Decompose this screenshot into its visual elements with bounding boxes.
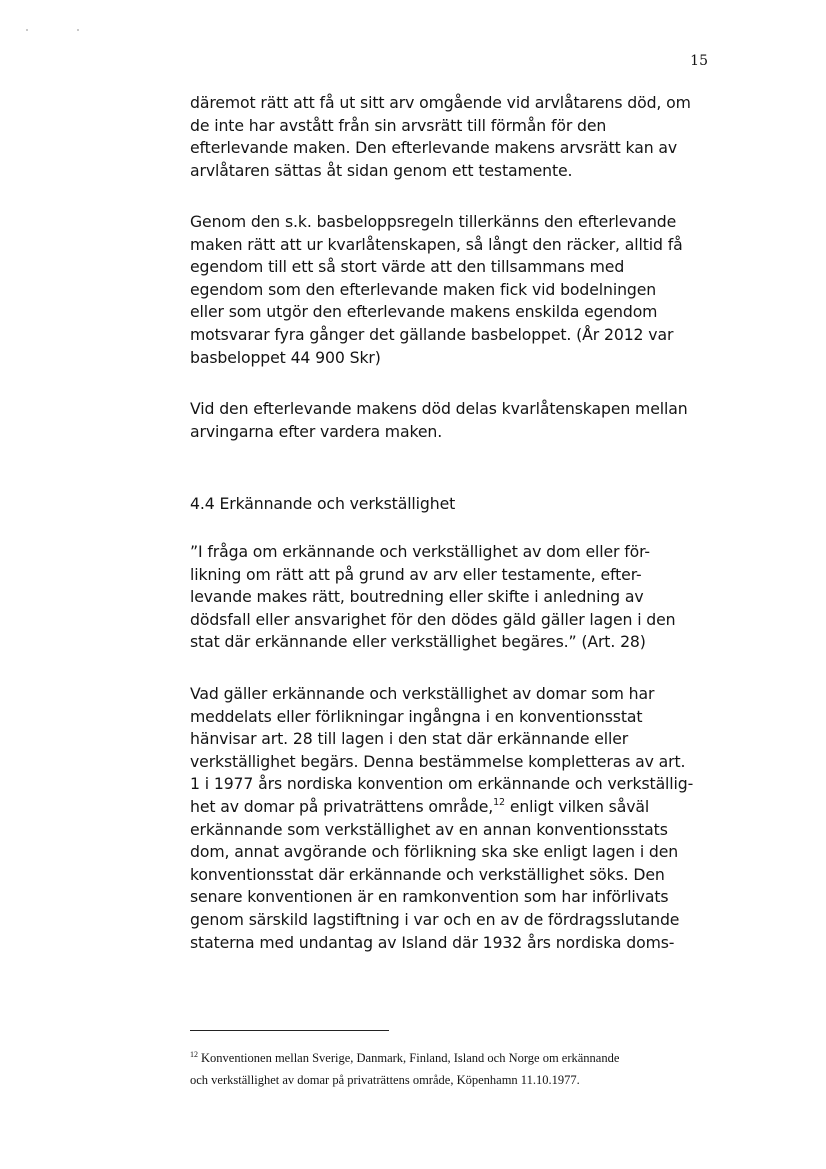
section-heading — [190, 493, 714, 516]
text-line: egendom som den efterlevande maken fick vid bodelningen — [190, 279, 657, 299]
text-line: de inte har avstått från sin arvsrätt till förmån för den — [190, 115, 607, 135]
paragraph-estate-division — [190, 398, 714, 443]
scan-speck — [77, 29, 79, 31]
section-heading-text: 4.4 Erkännande och verkställighet — [190, 494, 456, 513]
text-fragment: enligt vilken såväl — [504, 796, 650, 816]
text-line: meddelats eller förlikningar ingångna i en konventionsstat — [190, 706, 643, 726]
text-line: hänvisar art. 28 till lagen i den stat där erkännande eller — [190, 729, 629, 749]
text-line: genom särskild lagstiftning i var och en av de fördragsslutande — [190, 909, 680, 929]
text-line: basbeloppet 44 900 Skr) — [190, 347, 381, 367]
text-line: däremot rätt att få ut sitt arv omgående vid arvlåtarens död, om — [190, 93, 691, 112]
paragraph-basbelopp-rule — [190, 211, 714, 369]
text-line: maken rätt att ur kvarlåtenskapen, så långt den räcker, alltid få — [190, 234, 683, 254]
footnote-line: och verkställighet av domar på privaträttens område, Köpenhamn 11.10.1977. — [190, 1073, 580, 1087]
quoted-article-28 — [190, 541, 714, 654]
text-line: stat där erkännande eller verkställighet begäres.” (Art. 28) — [190, 632, 646, 652]
text-fragment: het av domar på privaträttens område, — [190, 796, 494, 816]
text-line: dödsfall eller ansvarighet för den dödes gäld gäller lagen i den — [190, 609, 676, 629]
text-line: Genom den s.k. basbeloppsregeln tillerkänns den efterlevande — [190, 212, 677, 231]
text-line: arvlåtaren sättas åt sidan genom ett testamente. — [190, 160, 573, 180]
text-line: arvingarna efter vardera maken. — [190, 421, 443, 441]
text-line: efterlevande maken. Den efterlevande makens arvsrätt kan av — [190, 138, 678, 158]
text-line: staterna med undantag av Island där 1932 års nordiska doms- — [190, 932, 675, 952]
text-line: dom, annat avgörande och förlikning ska ske enligt lagen i den — [190, 842, 679, 862]
footnote-12 — [190, 1048, 716, 1091]
footnote-text: Konventionen mellan Sverige, Danmark, Finland, Island och Norge om erkännande — [201, 1051, 620, 1065]
page-number: 15 — [690, 53, 708, 69]
text-line: konventionsstat där erkännande och verkställighet söks. Den — [190, 864, 665, 884]
text-line: motsvarar fyra gånger det gällande basbeloppet. (År 2012 var — [190, 324, 674, 344]
footnote-separator — [190, 1030, 389, 1031]
scan-speck — [26, 29, 28, 31]
text-line: egendom till ett så stort värde att den tillsammans med — [190, 257, 625, 277]
text-line: erkännande som verkställighet av en annan konventionsstats — [190, 819, 668, 839]
text-line-with-footnote — [190, 796, 714, 819]
footnote-marker: 12 — [190, 1050, 198, 1059]
text-line: likning om rätt att på grund av arv eller testamente, efter- — [190, 564, 642, 584]
text-line: 1 i 1977 års nordiska konvention om erkännande och verkställig- — [190, 774, 694, 794]
text-line: Vid den efterlevande makens död delas kvarlåtenskapen mellan — [190, 399, 688, 418]
text-line: levande makes rätt, boutredning eller skifte i anledning av — [190, 587, 644, 607]
text-line: eller som utgör den efterlevande makens enskilda egendom — [190, 302, 658, 322]
paragraph-recognition-enforcement — [190, 683, 714, 954]
footnote-line — [190, 1048, 716, 1070]
text-line: senare konventionen är en ramkonvention som har införlivats — [190, 887, 669, 907]
paragraph-inheritance-rights — [190, 92, 714, 182]
text-line: ”I fråga om erkännande och verkställighet av dom eller för- — [190, 542, 650, 561]
footnote-reference[interactable]: 12 — [493, 796, 505, 808]
text-line: verkställighet begärs. Denna bestämmelse kompletteras av art. — [190, 751, 686, 771]
text-line: Vad gäller erkännande och verkställighet av domar som har — [190, 684, 655, 703]
